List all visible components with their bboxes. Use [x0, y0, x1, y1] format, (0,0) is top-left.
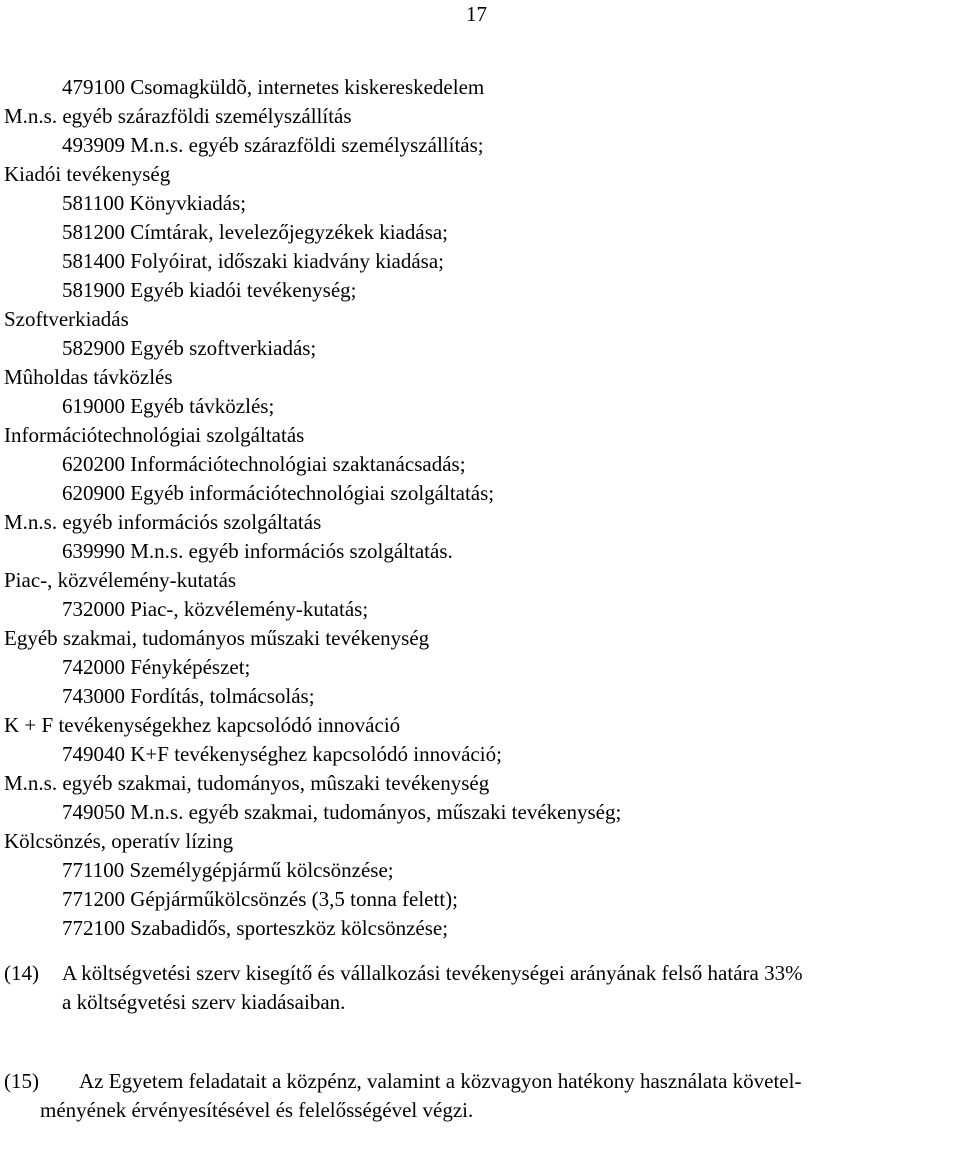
category-heading: Szoftverkiadás	[4, 307, 129, 331]
paragraph-15-text-line-2: ményének érvényesítésével és felelősségével végzi.	[40, 1098, 474, 1122]
list-item: 620200 Információtechnológiai szaktanácsadás;	[62, 452, 466, 476]
page-number: 17	[466, 2, 487, 26]
list-item: 581200 Címtárak, levelezőjegyzékek kiadása;	[62, 220, 449, 244]
paragraph-14-text-line-2: a költségvetési szerv kiadásaiban.	[62, 990, 346, 1014]
list-item: 582900 Egyéb szoftverkiadás;	[62, 336, 317, 360]
list-item: 581100 Könyvkiadás;	[62, 191, 247, 215]
list-item: 732000 Piac-, közvélemény-kutatás;	[62, 597, 369, 621]
paragraph-14-number: (14)	[4, 961, 39, 985]
list-item: 772100 Szabadidős, sporteszköz kölcsönzése;	[62, 916, 449, 940]
list-item: 619000 Egyéb távközlés;	[62, 394, 275, 418]
list-item: 742000 Fényképészet;	[62, 655, 251, 679]
list-item: 771200 Gépjárműkölcsönzés (3,5 tonna felett);	[62, 887, 458, 911]
paragraph-15-text-line-1: Az Egyetem feladatait a közpénz, valamint a közvagyon hatékony használata követel-	[79, 1069, 802, 1093]
category-heading: Egyéb szakmai, tudományos műszaki tevékenység	[4, 626, 430, 650]
category-heading: M.n.s. egyéb információs szolgáltatás	[4, 510, 322, 534]
list-item: 493909 M.n.s. egyéb szárazföldi személyszállítás;	[62, 133, 484, 157]
list-item: 639990 M.n.s. egyéb információs szolgáltatás.	[62, 539, 453, 563]
paragraph-14-text-line-1: A költségvetési szerv kisegítő és vállalkozási tevékenységei arányának felső határa 33%	[62, 961, 803, 985]
list-item: 479100 Csomagküldõ, internetes kiskereskedelem	[62, 75, 485, 99]
category-heading: Mûholdas távközlés	[4, 365, 173, 389]
list-item: 749040 K+F tevékenységhez kapcsolódó innováció;	[62, 742, 502, 766]
list-item: 620900 Egyéb információtechnológiai szolgáltatás;	[62, 481, 495, 505]
list-item: 743000 Fordítás, tolmácsolás;	[62, 684, 315, 708]
list-item: 581900 Egyéb kiadói tevékenység;	[62, 278, 357, 302]
category-heading: M.n.s. egyéb szárazföldi személyszállítás	[4, 104, 352, 128]
list-item: 771100 Személygépjármű kölcsönzése;	[62, 858, 394, 882]
category-heading: M.n.s. egyéb szakmai, tudományos, mûszaki tevékenység	[4, 771, 490, 795]
category-heading: Kölcsönzés, operatív lízing	[4, 829, 234, 853]
category-heading: K + F tevékenységekhez kapcsolódó innováció	[4, 713, 401, 737]
list-item: 749050 M.n.s. egyéb szakmai, tudományos, műszaki tevékenység;	[62, 800, 622, 824]
category-heading: Piac-, közvélemény-kutatás	[4, 568, 237, 592]
category-heading: Kiadói tevékenység	[4, 162, 171, 186]
category-heading: Információtechnológiai szolgáltatás	[4, 423, 305, 447]
list-item: 581400 Folyóirat, időszaki kiadvány kiadása;	[62, 249, 445, 273]
paragraph-15-number: (15)	[4, 1069, 39, 1093]
